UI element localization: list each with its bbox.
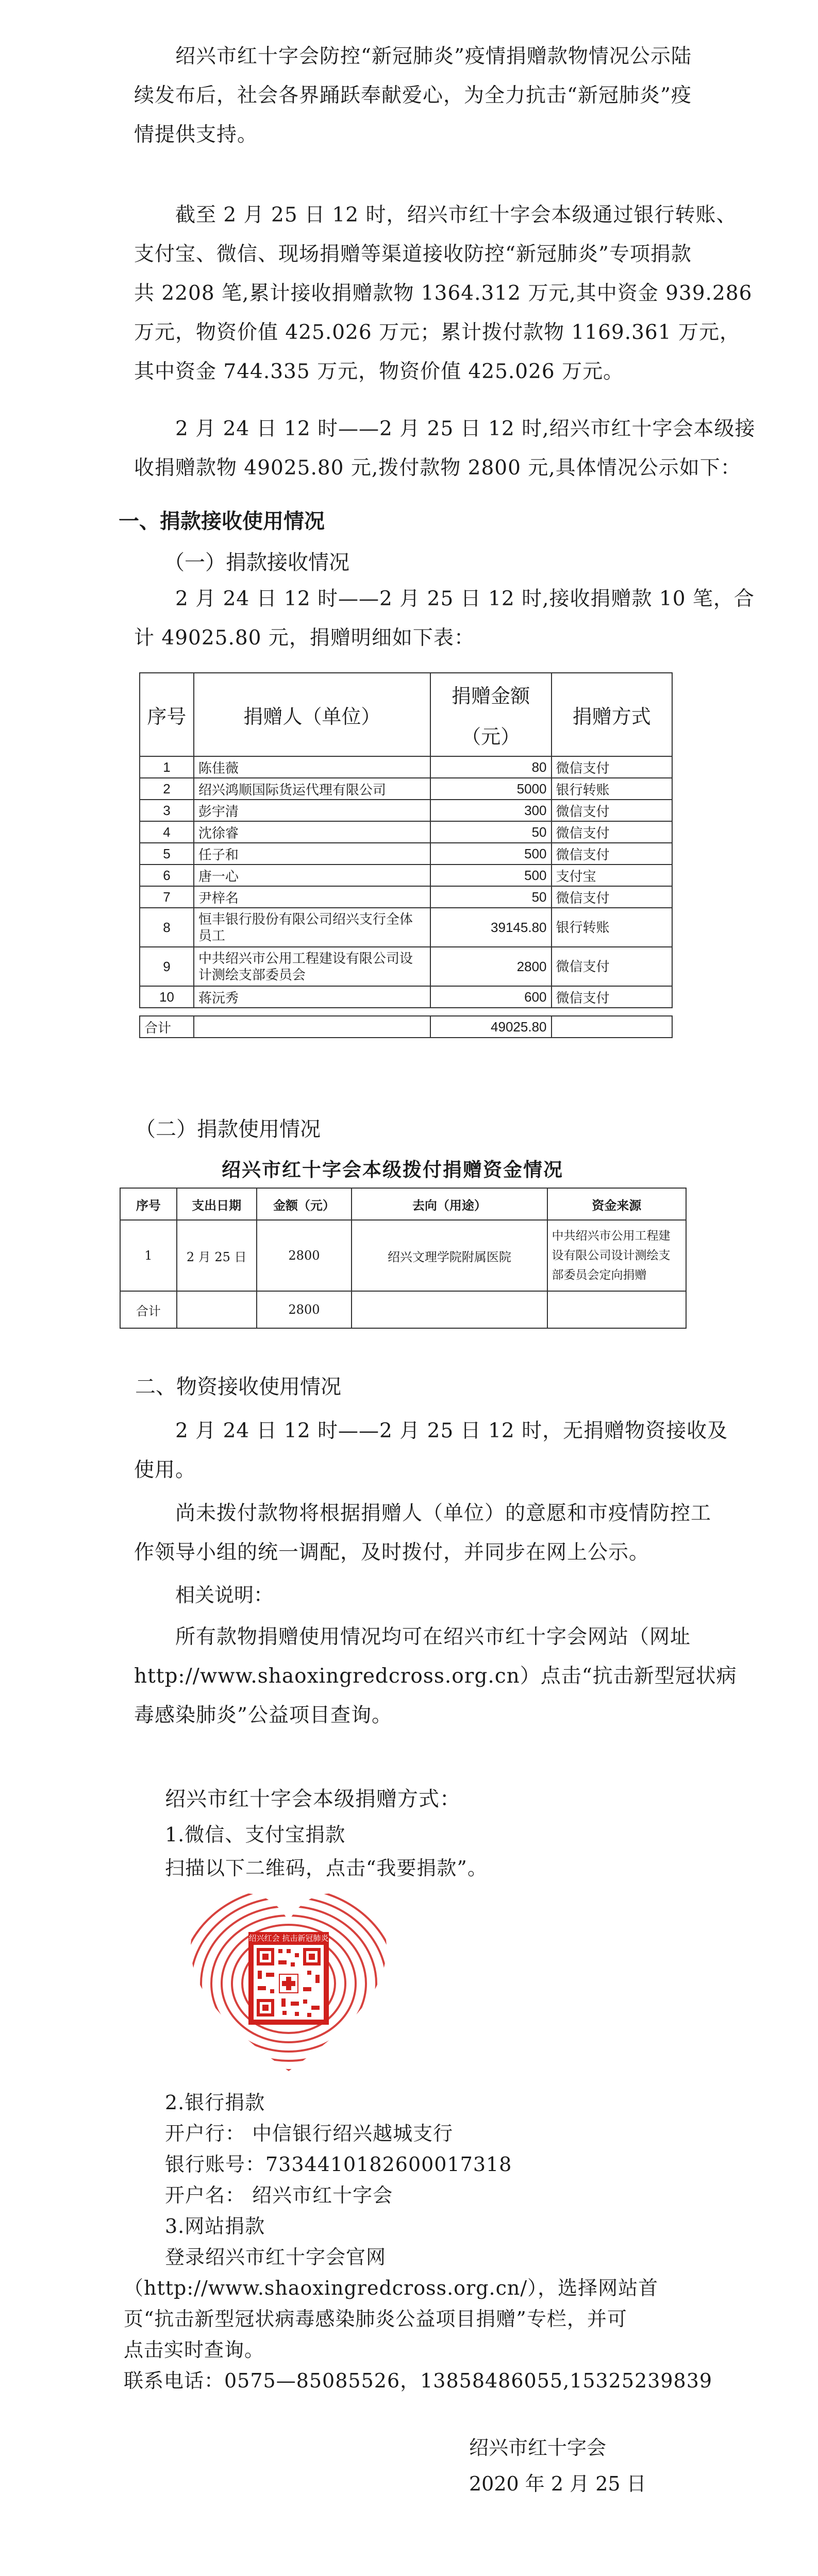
cell-donor: 唐一心 bbox=[194, 865, 430, 886]
cell-donor: 蒋沅秀 bbox=[194, 986, 430, 1008]
period-line-1: 2 月 24 日 12 时——2 月 25 日 12 时,绍兴市红十字会本级接 bbox=[175, 417, 756, 440]
t2-cell-dest: 绍兴文理学院附属医院 bbox=[352, 1220, 547, 1291]
donate-item3: 3.网站捐款 bbox=[165, 2215, 265, 2238]
pending-line-1: 尚未拨付款物将根据捐赠人（单位）的意愿和市疫情防控工 bbox=[175, 1502, 712, 1525]
cell-amount: 2800 bbox=[430, 947, 552, 986]
cell-no: 6 bbox=[140, 865, 194, 886]
summary-line-1: 截至 2 月 25 日 12 时，绍兴市红十字会本级通过银行转账、 bbox=[175, 204, 737, 227]
material-line-2: 使用。 bbox=[134, 1459, 196, 1482]
donation-qr-heart[interactable] bbox=[186, 1888, 392, 2079]
table-total-row bbox=[120, 1291, 686, 1328]
account-name: 开户名： 绍兴市红十字会 bbox=[165, 2184, 393, 2207]
total-label: 合计 bbox=[140, 1016, 194, 1038]
cell-donor: 尹梓名 bbox=[194, 886, 430, 908]
notes-line-2: http://www.shaoxingredcross.org.cn）点击“抗击新型冠状病 bbox=[134, 1665, 737, 1688]
intro-paragraph bbox=[134, 37, 696, 155]
header-amount bbox=[430, 673, 552, 756]
table-row bbox=[140, 843, 672, 865]
t2-header-source: 资金来源 bbox=[547, 1188, 686, 1220]
section1-sub2: （二）捐款使用情况 bbox=[135, 1117, 321, 1141]
cell-amount: 600 bbox=[430, 986, 552, 1008]
notes-line-3: 毒感染肺炎”公益项目查询。 bbox=[134, 1704, 392, 1727]
cell-method: 微信支付 bbox=[552, 756, 673, 778]
header-amount-bottom: （元） bbox=[461, 725, 521, 748]
signature-date: 2020 年 2 月 25 日 bbox=[469, 2472, 646, 2495]
table-row bbox=[140, 947, 672, 986]
t2-cell-date: 2 月 25 日 bbox=[177, 1220, 257, 1291]
cell-method: 微信支付 bbox=[552, 843, 673, 865]
notes-line-1: 所有款物捐赠使用情况均可在绍兴市红十字会网站（网址 bbox=[175, 1625, 691, 1649]
summary-line-2: 支付宝、微信、现场捐赠等渠道接收防控“新冠肺炎”专项捐款 bbox=[134, 243, 692, 266]
header-amount-top: 捐赠金额 bbox=[452, 685, 530, 707]
cell-method: 微信支付 bbox=[552, 886, 673, 908]
t2-header-date: 支出日期 bbox=[177, 1188, 257, 1220]
receive-line-2: 计 49025.80 元，捐赠明细如下表： bbox=[134, 626, 475, 650]
contact-phone: 联系电话：0575—85085526，13858486055,15325239839 bbox=[124, 2369, 713, 2392]
disbursement-table bbox=[120, 1188, 687, 1329]
cell-no: 10 bbox=[140, 986, 194, 1008]
section1-sub1: （一）捐款接收情况 bbox=[164, 551, 349, 574]
summary-line-3: 共 2208 笔,累计接收捐赠款物 1364.312 万元,其中资金 939.286 bbox=[134, 282, 753, 305]
table-row bbox=[140, 821, 672, 843]
material-line-1: 2 月 24 日 12 时——2 月 25 日 12 时，无捐赠物资接收及 bbox=[175, 1419, 728, 1443]
cell-amount: 80 bbox=[430, 756, 552, 778]
donation-table-header bbox=[140, 673, 672, 756]
t2-total-label: 合计 bbox=[120, 1291, 177, 1328]
period-line-2: 收捐赠款物 49025.80 元,拨付款物 2800 元,具体情况公示如下： bbox=[134, 456, 741, 480]
cell-amount: 500 bbox=[430, 865, 552, 886]
cell-amount: 300 bbox=[430, 800, 552, 821]
cell-donor: 绍兴鸿顺国际货运代理有限公司 bbox=[194, 778, 430, 800]
header-donor: 捐赠人（单位） bbox=[194, 673, 430, 756]
table-row bbox=[140, 756, 672, 778]
t2-header-dest: 去向（用途） bbox=[352, 1188, 547, 1220]
cell-donor: 恒丰银行股份有限公司绍兴支行全体员工 bbox=[194, 908, 430, 947]
total-amount: 49025.80 bbox=[430, 1016, 552, 1038]
table-row bbox=[140, 886, 672, 908]
pending-paragraph bbox=[134, 1494, 712, 1572]
cell-no: 3 bbox=[140, 800, 194, 821]
donate-item1: 1.微信、支付宝捐款 bbox=[165, 1823, 346, 1846]
t2-header-amount: 金额（元） bbox=[257, 1188, 352, 1220]
site-line-2[interactable]: （http://www.shaoxingredcross.org.cn/），选择网站首 bbox=[124, 2277, 659, 2299]
bank-branch: 开户行： 中信银行绍兴越城支行 bbox=[165, 2122, 454, 2145]
summary-paragraph bbox=[134, 196, 753, 392]
section2-title: 二、物资接收使用情况 bbox=[135, 1375, 341, 1399]
cell-method: 微信支付 bbox=[552, 800, 673, 821]
material-paragraph bbox=[134, 1412, 728, 1490]
table-row bbox=[140, 908, 672, 947]
signature-org: 绍兴市红十字会 bbox=[469, 2436, 607, 2459]
pending-line-2: 作领导小组的统一调配，及时拨付，并同步在网上公示。 bbox=[134, 1541, 650, 1564]
cell-donor: 中共绍兴市公用工程建设有限公司设计测绘支部委员会 bbox=[194, 947, 430, 986]
cell-amount: 500 bbox=[430, 843, 552, 865]
cell-donor: 彭宇清 bbox=[194, 800, 430, 821]
t2-cell-source: 中共绍兴市公用工程建设有限公司设计测绘支部委员会定向捐赠 bbox=[547, 1220, 686, 1291]
notes-paragraph bbox=[134, 1618, 737, 1735]
cell-no: 1 bbox=[140, 756, 194, 778]
site-line-1: 登录绍兴市红十字会官网 bbox=[165, 2246, 387, 2268]
qr-heart-icon bbox=[186, 1888, 392, 2079]
cell-amount: 5000 bbox=[430, 778, 552, 800]
disbursement-table-header bbox=[120, 1188, 686, 1220]
table-row bbox=[140, 986, 672, 1008]
table2-caption: 绍兴市红十字会本级拨付捐赠资金情况 bbox=[222, 1158, 563, 1181]
cell-donor: 沈徐睿 bbox=[194, 821, 430, 843]
cell-donor: 陈佳薇 bbox=[194, 756, 430, 778]
donation-table bbox=[139, 672, 673, 1038]
t2-header-no: 序号 bbox=[120, 1188, 177, 1220]
cell-method: 银行转账 bbox=[552, 908, 673, 947]
t2-cell-no: 1 bbox=[120, 1220, 177, 1291]
table-row bbox=[120, 1220, 686, 1291]
notes-label: 相关说明： bbox=[175, 1584, 274, 1606]
cell-amount: 50 bbox=[430, 886, 552, 908]
table-row bbox=[140, 800, 672, 821]
header-method: 捐赠方式 bbox=[552, 673, 673, 756]
cell-method: 微信支付 bbox=[552, 947, 673, 986]
cell-method: 微信支付 bbox=[552, 986, 673, 1008]
donate-item2: 2.银行捐款 bbox=[165, 2091, 265, 2114]
table-row bbox=[140, 865, 672, 886]
header-no: 序号 bbox=[140, 673, 194, 756]
cell-no: 4 bbox=[140, 821, 194, 843]
t2-total-amount: 2800 bbox=[257, 1291, 352, 1328]
cell-no: 9 bbox=[140, 947, 194, 986]
cell-no: 8 bbox=[140, 908, 194, 947]
table-total-row bbox=[140, 1016, 672, 1038]
cell-method: 银行转账 bbox=[552, 778, 673, 800]
period-paragraph bbox=[134, 410, 756, 488]
summary-line-4: 万元，物资价值 425.026 万元；累计拨付款物 1169.361 万元， bbox=[134, 321, 740, 344]
table-row bbox=[140, 778, 672, 800]
cell-no: 7 bbox=[140, 886, 194, 908]
cell-no: 2 bbox=[140, 778, 194, 800]
cell-method: 支付宝 bbox=[552, 865, 673, 886]
donate-title: 绍兴市红十字会本级捐赠方式： bbox=[165, 1787, 461, 1811]
cell-donor: 任子和 bbox=[194, 843, 430, 865]
receive-paragraph bbox=[134, 580, 755, 658]
cell-no: 5 bbox=[140, 843, 194, 865]
qr-banner-text: 绍兴红会 抗击新冠肺炎 bbox=[248, 1934, 329, 1943]
summary-line-5: 其中资金 744.335 万元，物资价值 425.026 万元。 bbox=[134, 360, 624, 383]
section1-title: 一、捐款接收使用情况 bbox=[119, 509, 325, 533]
receive-line-1: 2 月 24 日 12 时——2 月 25 日 12 时,接收捐赠款 10 笔，合 bbox=[175, 587, 755, 611]
intro-line-3: 情提供支持。 bbox=[134, 123, 258, 146]
donation-table-body bbox=[140, 756, 672, 1038]
cell-method: 微信支付 bbox=[552, 821, 673, 843]
intro-line-1: 绍兴市红十字会防控“新冠肺炎”疫情捐赠款物情况公示陆 bbox=[175, 45, 692, 68]
cell-amount: 39145.80 bbox=[430, 908, 552, 947]
donate-item1-desc: 扫描以下二维码，点击“我要捐款”。 bbox=[165, 1857, 488, 1879]
table-spacer-row bbox=[140, 1008, 672, 1016]
site-line-4: 点击实时查询。 bbox=[124, 2338, 265, 2361]
intro-line-2: 续发布后，社会各界踊跃奉献爱心，为全力抗击“新冠肺炎”疫 bbox=[134, 84, 692, 107]
site-line-3: 页“抗击新型冠状病毒感染肺炎公益项目捐赠”专栏，并可 bbox=[124, 2308, 627, 2330]
cell-amount: 50 bbox=[430, 821, 552, 843]
t2-cell-amount: 2800 bbox=[257, 1220, 352, 1291]
bank-account: 银行账号：7334410182600017318 bbox=[165, 2153, 512, 2176]
